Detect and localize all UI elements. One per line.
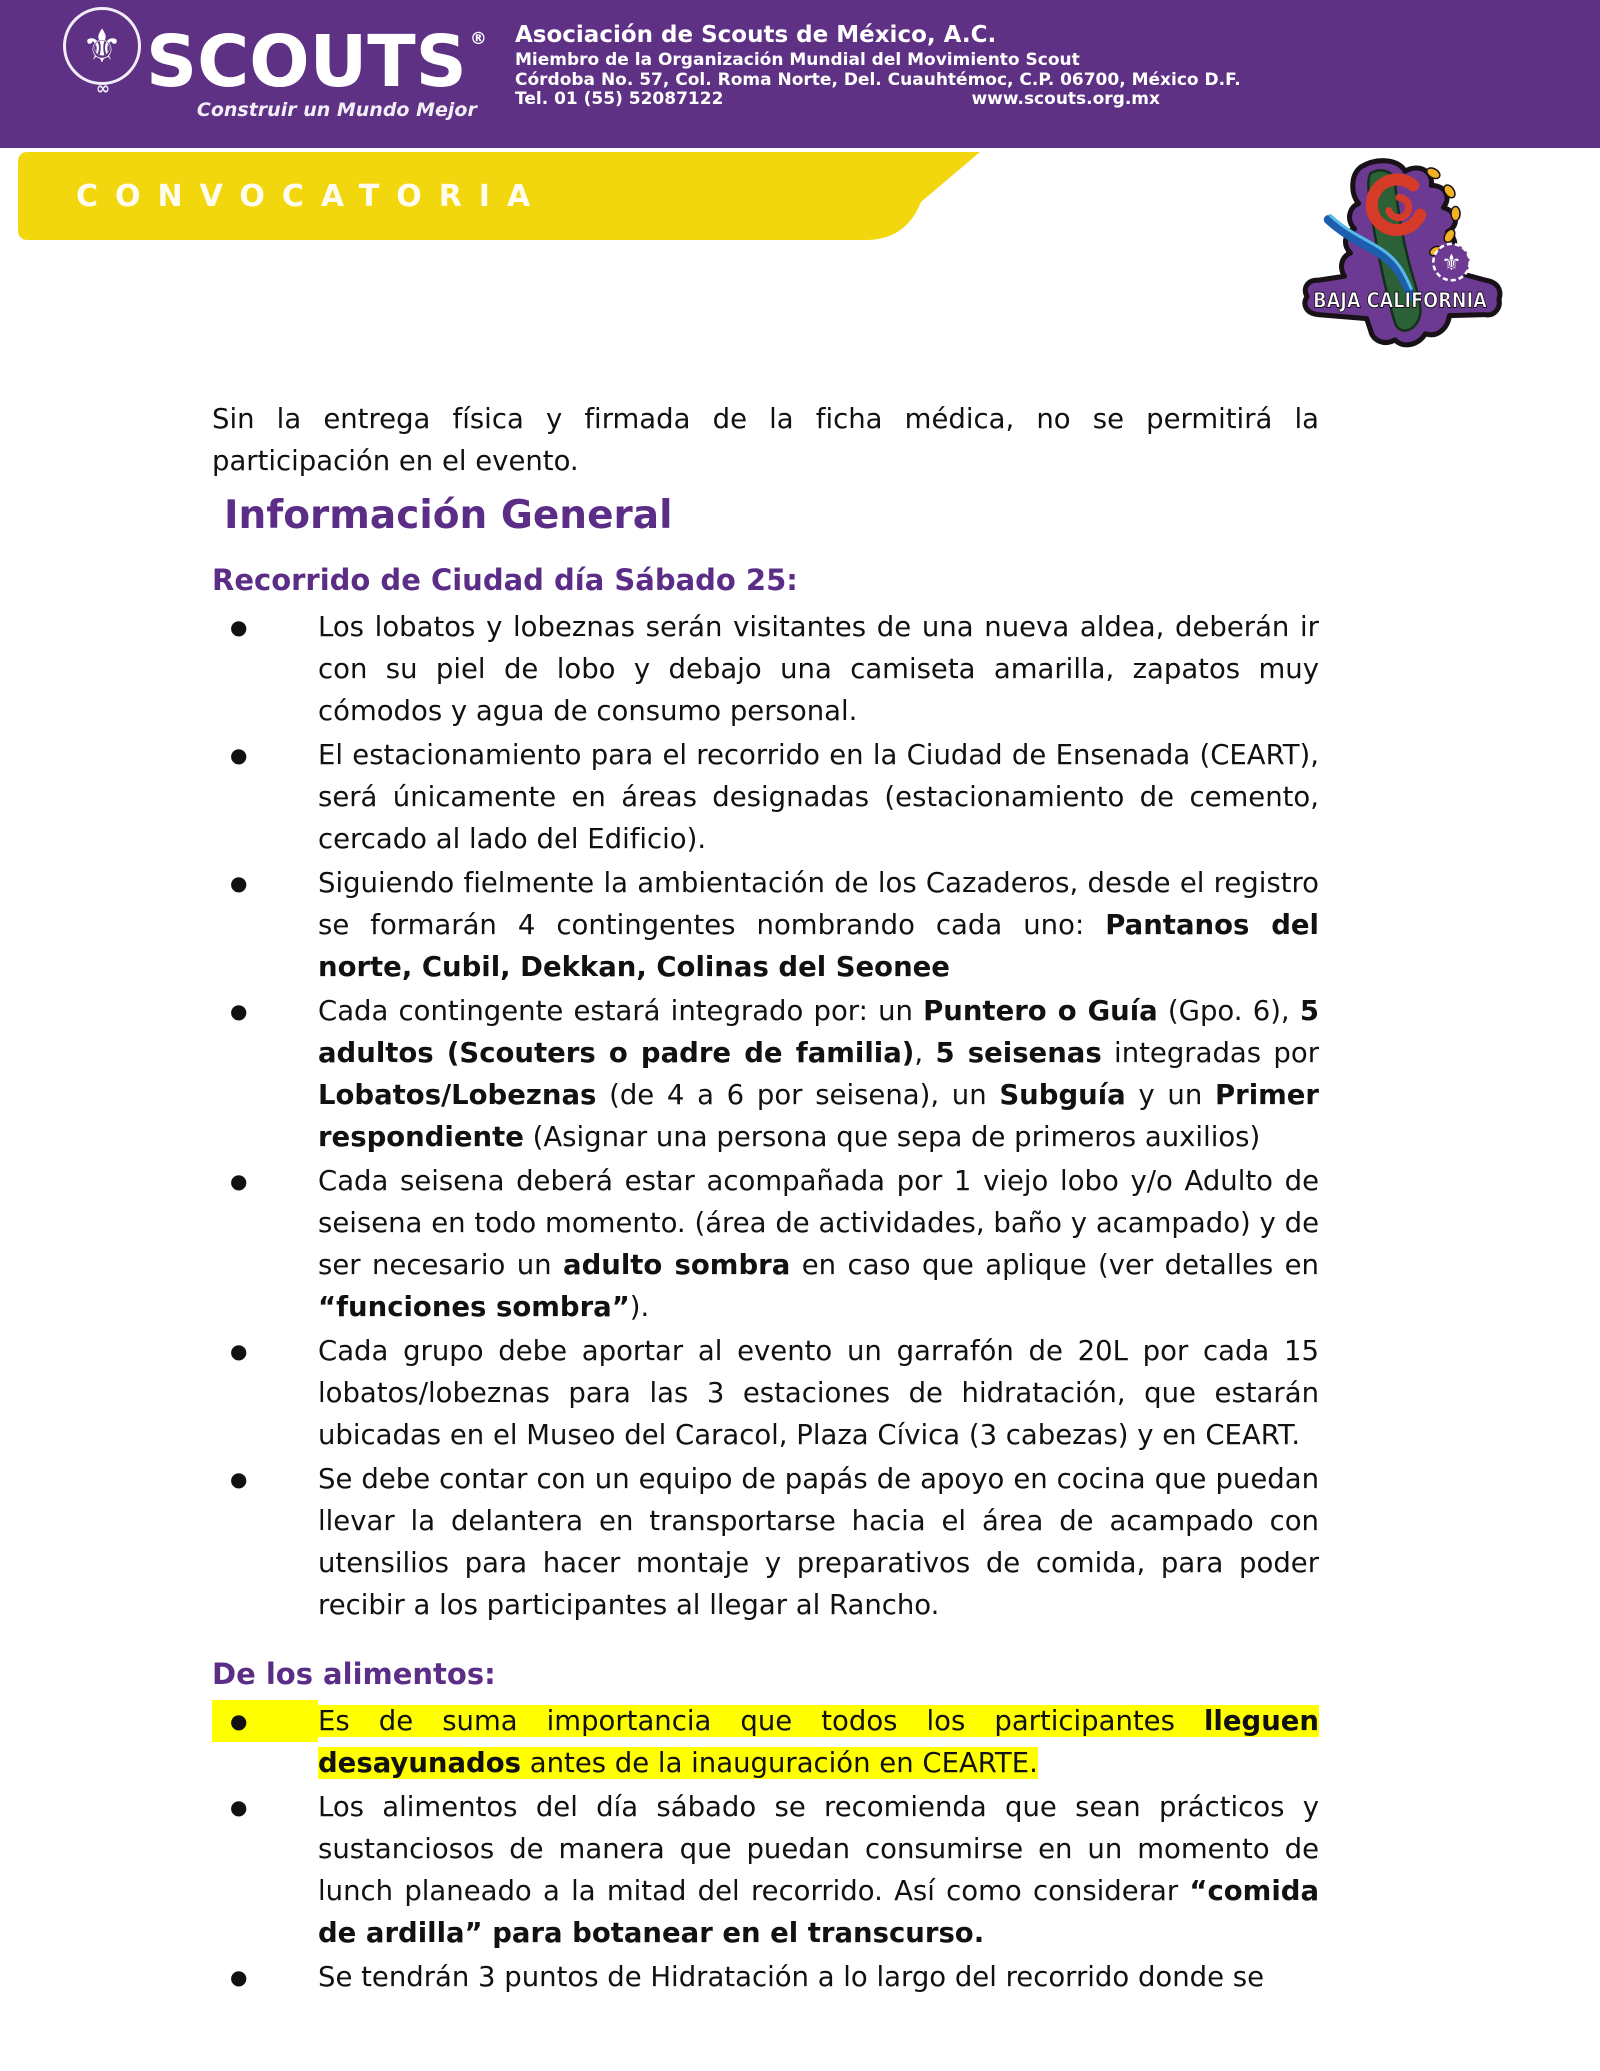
section-heading-informacion-general: Información General	[224, 493, 673, 538]
list-item: ● Siguiendo fielmente la ambientación de los Cazaderos, desde el registro se formarán 4 contingentes nombrando cada uno: Pantanos del norte, Cubil, Dekkan, Colinas del Seonee	[212, 862, 1319, 988]
org-address: Córdoba No. 57, Col. Roma Norte, Del. Cuauhtémoc, C.P. 06700, México D.F.	[515, 69, 1241, 90]
brand-block	[146, 2, 487, 121]
org-website: www.scouts.org.mx	[971, 89, 1160, 109]
list-item: ● Los lobatos y lobeznas serán visitantes de una nueva aldea, deberán ir con su piel de lobo y debajo una camiseta amarilla, zapatos muy cómodos y agua de consumo personal.	[212, 606, 1319, 732]
scouts-emblem	[63, 7, 141, 119]
baja-california-badge	[1298, 157, 1505, 349]
badge-ray	[1451, 207, 1460, 221]
list-item-highlighted: ● Es de suma importancia que todos los participantes lleguen desayunados antes de la inauguración en CEARTE.	[212, 1700, 1319, 1784]
wordmark-text: SCOUTS	[146, 20, 467, 103]
document-body	[212, 242, 1319, 2000]
general-bullet-list	[212, 606, 1319, 1626]
registered-trademark: ®	[469, 29, 487, 49]
list-item: ● Se debe contar con un equipo de papás de apoyo en cocina que puedan llevar la delantera en transportarse hacia el área de acampado con utensilios para hacer montaje y preparativos de comida, para poder recibir a los participantes al llegar al Rancho.	[212, 1458, 1319, 1626]
org-contact-block	[515, 22, 1241, 110]
list-item: ● Cada grupo debe aportar al evento un garrafón de 20L por cada 15 lobatos/lobeznas para las 3 estaciones de hidratación, que estarán ubicadas en el Museo del Caracol, Plaza Cívica (3 cabezas) y en CEART.	[212, 1330, 1319, 1456]
letterhead	[0, 0, 1600, 148]
badge-label: BAJA CALIFORNIA	[1313, 287, 1488, 313]
list-item: ● El estacionamiento para el recorrido en la Ciudad de Ensenada (CEART), será únicamente en áreas designadas (estacionamiento de cemento, cercado al lado del Edificio).	[212, 734, 1319, 860]
list-item: ● Se tendrán 3 puntos de Hidratación a lo largo del recorrido donde se	[212, 1956, 1319, 1998]
org-name: Asociación de Scouts de México, A.C.	[515, 22, 997, 48]
scouts-wordmark	[146, 2, 487, 103]
convocatoria-banner	[18, 152, 993, 240]
fleur-de-lis-icon: ⚜	[81, 19, 123, 73]
list-item: ● Cada contingente estará integrado por: un Puntero o Guía (Gpo. 6), 5 adultos (Scouters o padre de familia), 5 seisenas integradas por Lobatos/Lobeznas (de 4 a 6 por seisena), un Subguía y un Primer respondiente (Asignar una persona que sepa de primeros auxilios)	[212, 990, 1319, 1158]
org-membership: Miembro de la Organización Mundial del Movimiento Scout	[515, 50, 1080, 70]
badge-fleur-de-lis-icon: ⚜	[1441, 250, 1462, 277]
list-item: ● Cada seisena deberá estar acompañada por 1 viejo lobo y/o Adulto de seisena en todo momento. (área de actividades, baño y acampado) y de ser necesario un adulto sombra en caso que aplique (ver detalles en “funciones sombra”).	[212, 1160, 1319, 1328]
rope-circle-icon	[63, 7, 141, 85]
baja-california-badge-art	[1298, 157, 1505, 349]
org-contact-row	[515, 90, 1160, 110]
brand-tagline: Construir un Mundo Mejor	[196, 99, 477, 121]
intro-paragraph: Sin la entrega física y firmada de la ficha médica, no se permitirá la participación en el evento.	[212, 403, 1319, 477]
subheading-alimentos: De los alimentos:	[212, 1657, 496, 1691]
food-bullet-list	[212, 1700, 1319, 1998]
subheading-recorrido: Recorrido de Ciudad día Sábado 25:	[212, 563, 798, 597]
rope-knot-icon: ∞	[95, 79, 109, 99]
list-item: ● Los alimentos del día sábado se recomienda que sean prácticos y sustanciosos de manera que puedan consumirse en un momento de lunch planeado a la mitad del recorrido. Así como considerar “comida de ardilla” para botanear en el transcurso.	[212, 1786, 1319, 1954]
org-phone: Tel. 01 (55) 52087122	[515, 89, 724, 109]
banner-title: CONVOCATORIA	[76, 178, 548, 214]
